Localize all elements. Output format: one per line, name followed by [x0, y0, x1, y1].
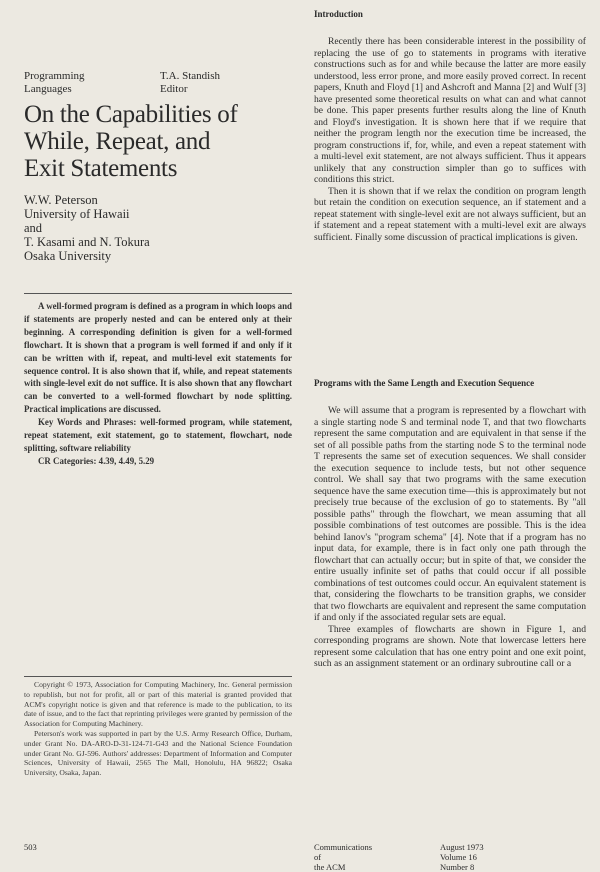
paragraph: Three examples of flowcharts are shown in Figure 1, and corresponding programs are shown. Note that lowercase letters here represent some calculation that has one entry point and one exit point, such as an assignment statement or an ordinary subroutine call or a	[314, 623, 586, 669]
section2-body	[314, 405, 586, 670]
footnote	[24, 680, 292, 778]
introduction-body	[314, 36, 586, 243]
editor-credit: T.A. Standish Editor	[160, 70, 220, 95]
paragraph: Then it is shown that if we relax the condition on program length but retain the condition on execution sequence, an if statement and a repeat statement with single-level exit are not always sufficient, but an if statement and a repeat statement with a multi-level exit are always sufficient. Finally some discussion of practical implications is given.	[314, 185, 586, 243]
paragraph: We will assume that a program is represented by a flowchart with a single starting node S and terminal node T, and that two flowcharts represent the same computation and are equivalent in that sense if the set of all possible paths from the starting node S to the terminal node T represents the same set of execution sequences. We shall consider the execution sequence to include tests, but not other sequence control. We shall say that two programs with the same execution sequence have the same execution time—this is approximately but not precisely true because of the exclusion of go to statements. By "all possible paths" through the flowchart, we mean assuming that all possible combinations of test outcomes are possible. This is the idea behind Ianov's "program schema" [4]. Note that if a program has no input data, for example, there is in fact only one path through the flowchart that can actually occur; but in spite of that, we consider the entire usually infinite set of paths that could occur if all possible combinations of test outcomes could occur. An equivalent statement is that, considering the flowcharts to be transition graphs, we consider that two flowcharts are equivalent and represent the same computation if and only if the associated regular sets are equal.	[314, 405, 586, 623]
abstract-top-rule	[24, 293, 292, 294]
section-label: Programming Languages	[24, 70, 85, 95]
page-number: 503	[24, 842, 37, 852]
support-notice: Peterson's work was supported in part by the U.S. Army Research Office, Durham, under Grant No. DA-ARO-D-31-124-71-G43 and the National Science Foundation under Grant No. GJ-596. Authors' addresses: Department of Information and Computer Sciences, University of Hawaii, 2565 The Mall, Honolulu, HA 96822; Osaka University, Osaka, Japan.	[24, 728, 292, 778]
abstract-text: A well-formed program is defined as a program in which loops and if statements are properly nested and can be entered only at their beginning. A corresponding definition is given for a well-formed flowchart. It is shown that a program is well formed if and only if it can be written with if, repeat, and multi-level exit statements for sequence control. It is also shown that if, while, and repeat statements with single-level exit do not suffice. It is also shown that any flowchart can be converted to a well-formed flowchart by node splitting. Practical implications are discussed.	[24, 301, 292, 415]
abstract	[24, 300, 292, 468]
authors: W.W. Peterson University of Hawaii and T. Kasami and N. Tokura Osaka University	[24, 193, 150, 263]
section-heading-introduction: Introduction	[314, 9, 363, 19]
cr-categories: CR Categories: 4.39, 4.49, 5.29	[38, 455, 155, 466]
journal-issue: August 1973 Volume 16 Number 8	[440, 842, 484, 872]
section-heading-programs: Programs with the Same Length and Execution Sequence	[314, 378, 535, 388]
footnote-rule	[24, 676, 292, 677]
keywords: Key Words and Phrases: well-formed program, while statement, repeat statement, exit statement, go to statement, flowchart, node splitting, software reliability	[24, 417, 292, 453]
copyright-notice: Copyright © 1973, Association for Computing Machinery, Inc. General permission to republish, but not for profit, all or part of this material is granted provided that ACM's copyright notice is given and that reference is made to the publication, to its date of issue, and to the fact that reprinting privileges were granted by permission of the Association for Computing Machinery.	[24, 680, 292, 729]
paragraph: Recently there has been considerable interest in the possibility of replacing the use of go to statements in programs with iterative constructions such as for and while because the latter are more easily understood, less error prone, and more easily proved correct. In recent papers, Knuth and Floyd [1] and Ashcroft and Manna [2] and Wulf [3] have presented some theoretical results on what can and what cannot be done. This paper presents further results along the line of Knuth and Floyd's investigation. It is shown here that if we require that neither the program length nor the execution time be increased, the program constructions if, for, while, and even a repeat statement with a multi-level exit statement, are not always sufficient. Thus it appears unlikely that any construction simpler than go to suffices with conditions this strict.	[314, 36, 586, 185]
journal-name: Communications of the ACM	[314, 842, 373, 872]
paper-title: On the Capabilities of While, Repeat, and Exit Statements	[24, 101, 238, 182]
